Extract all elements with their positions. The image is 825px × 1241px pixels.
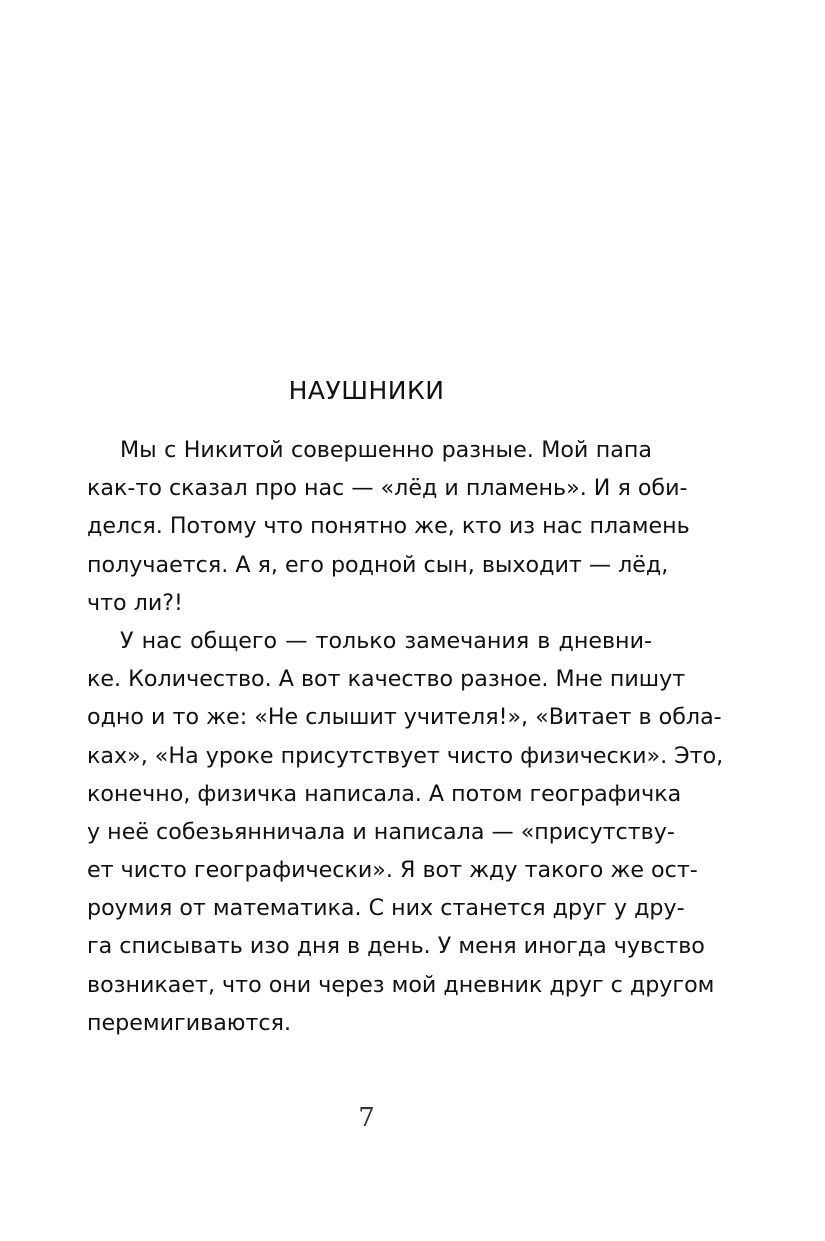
chapter-title: НАУШНИКИ	[288, 376, 445, 405]
body-text	[87, 431, 724, 1042]
text-line: перемигиваются.	[87, 1009, 291, 1036]
text-line: одно и то же: «Не слышит учителя!», «Витает в обла-	[87, 704, 722, 731]
text-line: у неё собезьянничала и написала — «присутству-	[87, 818, 675, 845]
text-line: как-то сказал про нас — «лёд и пламень». И я оби-	[87, 475, 688, 502]
text-line: конечно, физичка написала. А потом географичка	[87, 780, 682, 807]
text-line: У нас общего — только замечания в дневни-	[120, 627, 652, 654]
text-line: делся. Потому что понятно же, кто из нас пламень	[87, 513, 690, 540]
text-line: ке. Количество. А вот качество разное. Мне пишут	[87, 666, 686, 693]
text-line: ках», «На уроке присутствует чисто физически». Это,	[87, 742, 724, 769]
paragraph-1	[87, 431, 690, 622]
text-line: Мы с Никитой совершенно разные. Мой папа	[120, 437, 652, 463]
text-line: что ли?!	[87, 589, 183, 616]
page-number: 7	[358, 1103, 375, 1133]
paragraph-2	[87, 622, 724, 1042]
text-line: ет чисто географически». Я вот жду такого же ост-	[87, 857, 698, 884]
text-line: возникает, что они через мой дневник друг с другом	[87, 971, 715, 998]
text-line: получается. А я, его родной сын, выходит — лёд,	[87, 551, 669, 578]
text-line: га списывать изо дня в день. У меня иногда чувство	[87, 933, 705, 960]
text-line: роумия от математика. С них станется друг у дру-	[87, 895, 685, 922]
